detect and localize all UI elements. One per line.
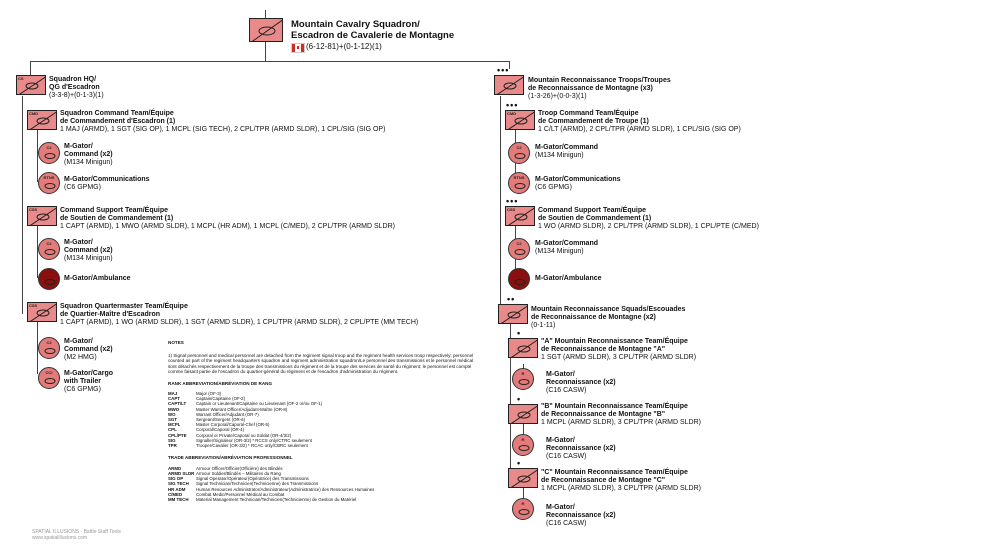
team-c-v-name2: Reconnaissance (x2) [546, 512, 616, 519]
team-b-symbol[interactable] [508, 404, 538, 424]
rank-desc: Master Corporal/Caporal-Chef (OR-5) [196, 422, 270, 428]
team-b-v-sub: (C16 CASW) [546, 453, 587, 460]
sqn-cmd-team-name2: de Commandement d'Escadron (1) [60, 118, 176, 125]
rank-abbr: CAPT/LT [168, 401, 187, 407]
footer-line2: www.spatialillusions.com [32, 535, 88, 541]
left-v2-name1: M-Gator/Communications [64, 176, 150, 183]
team-a-v-name2: Reconnaissance (x2) [546, 379, 616, 386]
left-vehicle-ambulance[interactable] [38, 268, 60, 290]
team-b-dots: • [517, 394, 522, 404]
rank-abbr: SGT [168, 417, 178, 423]
trade-abbr: ARMD SLDR [168, 470, 195, 476]
trade-table [168, 466, 374, 502]
root-title [291, 19, 454, 41]
right-vehicle-comms[interactable]: RTNS [508, 172, 530, 194]
team-c-symbol[interactable] [508, 468, 538, 488]
rank-abbr: MAJ [168, 391, 178, 396]
trade-abbr: MM TECH [168, 496, 189, 502]
trade-abbr: C/MED [168, 491, 183, 497]
qm-team-personnel: 1 CAPT (ARMD), 1 WO (ARMD SLDR), 1 SGT (ARMD SLDR), 1 CPL/TPR (ARMD SLDR), 2 CPL/PTE (MM TECH) [60, 319, 419, 326]
squads-name2: de Reconnaissance de Montagne (x2) [531, 314, 656, 321]
notes-note1: 1) Signal personnel and medical personnel are detached from the regiment signal troop and the regiment health services troop respectively; personnel counted as part of the regiment headquarters squadron and regiment administration squadron/Le personnel des transmissions et le personnel médical sont détachés respectivement de la troupe des transmissions du régiment et de la troupe des services de santé du régiment; le personnel est compté comme faisant partie de l'escadron du quartier-général du régiment et de l'escadron d'administration du régiment. [168, 352, 474, 374]
left-v6-name1: M-Gator/Cargo [64, 370, 113, 377]
team-a-personnel: 1 SGT (ARMD SLDR), 3 CPL/TPR (ARMD SLDR) [541, 354, 697, 361]
team-c-personnel: 1 MCPL (ARMD SLDR), 3 CPL/TPR (ARMD SLDR) [541, 485, 701, 492]
trade-desc: Armour Soldier/Blindés – Militaires du Rang [196, 470, 281, 476]
left-vehicle-command-1[interactable]: C2 [38, 142, 60, 164]
squads-name1: Mountain Reconnaissance Squads/Escouades [531, 306, 686, 313]
troops-echelon-dots: ••• [497, 65, 510, 75]
top-branch [30, 61, 509, 62]
troops-strength: (1-3-26)+(0-0-3)(1) [528, 93, 587, 100]
left-v6-sub: (C6 GPMG) [64, 386, 101, 393]
team-a-v-name1: M-Gator/ [546, 371, 575, 378]
team-a-name1: "A" Mountain Reconnaissance Team/Équipe [541, 338, 688, 345]
team-c-dots: • [517, 458, 522, 468]
rank-desc: Warrant Officer/Adjudant (OR-7) [196, 411, 259, 417]
trade-abbr: ARMD [168, 465, 182, 471]
trade-desc: Human Resources Administrator/Administrateur(Administratrice) des Ressources Humaines [196, 486, 375, 492]
rank-desc: Corporal or Private/Caporal ou Soldat (OR-4/3/2) [196, 432, 292, 438]
team-a-vehicle[interactable]: R [512, 368, 534, 390]
trade-abbr: HR ADM [168, 486, 186, 492]
root-title-fr: Escadron de Cavalerie de Montagne [291, 30, 455, 41]
rank-abbr: MCPL [168, 422, 181, 428]
team-c-name1: "C" Mountain Reconnaissance Team/Équipe [541, 469, 688, 476]
rank-desc: Corporal/Caporal (OR-4) [196, 427, 245, 433]
rank-desc: Sergeant/Sergent (OR-6) [196, 417, 246, 423]
sqn-hq-symbol[interactable]: CS [16, 75, 46, 95]
team-c-name2: de Reconnaissance de Montagne "C" [541, 477, 666, 484]
qm-team-symbol[interactable]: CSS [27, 302, 57, 322]
team-b-name1: "B" Mountain Reconnaissance Team/Équipe [541, 403, 688, 410]
squads-symbol[interactable] [498, 304, 528, 324]
team-b-name2: de Reconnaissance de Montagne "B" [541, 411, 666, 418]
sqn-cmd-team-personnel: 1 MAJ (ARMD), 1 SGT (SIG OP), 1 MCPL (SIG TECH), 2 CPL/TPR (ARMD SLDR), 1 CPL/SIG (SIG OP) [60, 126, 386, 133]
notes-section [168, 340, 478, 502]
root-stem [265, 10, 266, 18]
rank-row [168, 443, 322, 448]
troop-cmd-name2: de Commandement de Troupe (1) [538, 118, 649, 125]
troop-support-team-symbol[interactable]: CSS [505, 206, 535, 226]
rank-abbr: CPL/PTE [168, 432, 187, 438]
root-title-en: Mountain Cavalry Squadron/ [291, 19, 420, 30]
trade-desc: Material Management Technician/Technicien(Technicienne) de Gestion du Matériel [196, 496, 357, 502]
trade-title: TRADE ABBREVIATION/ABRÉVIATION PROFESSIONNEL [168, 455, 293, 461]
cmd-support-name2: de Soutien de Commandement (1) [60, 215, 174, 222]
canada-flag-icon [291, 43, 305, 53]
trade-desc: Combat Medic/Personnel Médical au Combat [196, 491, 285, 497]
left-vehicle-comms[interactable]: RTNS [38, 172, 60, 194]
trade-desc: Signal Technician/Technicien(Technicienne) des Transmissions [196, 481, 319, 487]
cmd-support-personnel: 1 CAPT (ARMD), 1 MWO (ARMD SLDR), 1 MCPL (HR ADM), 1 MCPL (C/MED), 2 CPL/TPR (ARMD SLDR) [60, 223, 395, 230]
troop-support-dots: ••• [506, 196, 519, 206]
right-v4-name1: M-Gator/Ambulance [535, 275, 602, 282]
left-v5-name1: M-Gator/ [64, 338, 93, 345]
left-v5-sub: (M2 HMG) [64, 354, 97, 361]
left-v3-name1: M-Gator/ [64, 239, 93, 246]
rank-desc: Captain or Lieutenant/Capitaine ou Lieutenant (OF-2 or/ou OF-1) [196, 401, 323, 407]
footer-line1: SPATIAL ILLUSIONS - Battle Staff Tools [32, 529, 121, 535]
troop-cmd-name1: Troop Command Team/Équipe [538, 110, 639, 117]
notes-title: NOTES [168, 340, 184, 345]
qm-team-name1: Squadron Quartermaster Team/Équipe [60, 303, 188, 310]
left-v4-name1: M-Gator/Ambulance [64, 275, 131, 282]
troop-support-personnel: 1 WO (ARMD SLDR), 2 CPL/TPR (ARMD SLDR), 1 CPL/PTE (C/MED) [538, 223, 759, 230]
right-v1-name1: M-Gator/Command [535, 144, 598, 151]
right-v2-name1: M-Gator/Communications [535, 176, 621, 183]
rank-desc: Master Warrant Officer/Adjudant-Maître (OR-8) [196, 406, 288, 412]
trade-abbr: SIG OP [168, 476, 184, 482]
rank-abbr: MWO [168, 406, 180, 412]
right-v2-sub: (C6 GPMG) [535, 184, 572, 191]
troop-cmd-personnel: 1 C/LT (ARMD), 2 CPL/TPR (ARMD SLDR), 1 CPL/SIG (SIG OP) [538, 126, 741, 133]
left-vehicle-command-2[interactable]: C2 [38, 238, 60, 260]
sqn-cmd-team-name1: Squadron Command Team/Équipe [60, 110, 174, 117]
team-b-v-name2: Reconnaissance (x2) [546, 445, 616, 452]
sqn-cmd-team-symbol[interactable]: CMD [27, 110, 57, 130]
troop-cmd-team-symbol[interactable]: CMD [505, 110, 535, 130]
rank-abbr: CAPT [168, 396, 180, 402]
left-v5-name2: Command (x2) [64, 346, 113, 353]
troop-cmd-dots: ••• [506, 100, 519, 110]
team-c-vehicle[interactable]: R [512, 498, 534, 520]
trade-abbr: SIG TECH [168, 481, 189, 487]
footer [32, 529, 121, 541]
right-v1-sub: (M134 Minigun) [535, 152, 584, 159]
trade-desc: Armour Officer/Officier(Officière) des Blindés [196, 465, 283, 471]
rank-abbr: CPL [168, 427, 177, 433]
right-spine [500, 96, 501, 314]
right-vehicle-command-2[interactable]: C2 [508, 238, 530, 260]
troop-support-name1: Command Support Team/Équipe [538, 207, 646, 214]
rank-desc: Captain/Capitaine (OF-2) [196, 396, 246, 402]
rank-title: RANK ABBREVIATION/ABRÉVIATION DE RANG [168, 380, 273, 386]
team-b-v-name1: M-Gator/ [546, 437, 575, 444]
sqn-hq-name1: Squadron HQ/ [49, 76, 97, 83]
left-spine [22, 96, 23, 314]
root-strength: (6-12-81)+(0-1-12)(1) [306, 42, 382, 51]
team-a-name2: de Reconnaissance de Montagne "A" [541, 346, 666, 353]
rank-abbr: TPR [168, 443, 177, 449]
left-vehicle-command-3[interactable]: C2 [38, 337, 60, 359]
team-b-personnel: 1 MCPL (ARMD SLDR), 3 CPL/TPR (ARMD SLDR) [541, 419, 701, 426]
team-a-dots: • [517, 328, 522, 338]
trade-desc: Signal Operator/Opérateur(Opératrice) des Transmissions [196, 476, 309, 482]
left-v1-name1: M-Gator/ [64, 143, 93, 150]
rank-abbr: WO [168, 411, 176, 417]
left-v6-name2: with Trailer [64, 378, 101, 385]
team-a-v-sub: (C16 CASW) [546, 387, 587, 394]
rank-desc: Major (OF-3) [196, 391, 222, 396]
root-down [265, 42, 266, 61]
troops-symbol[interactable] [494, 75, 524, 95]
qm-team-name2: de Quartier-Maître d'Escadron [60, 311, 161, 318]
left-v2-sub: (C6 GPMG) [64, 184, 101, 191]
trade-row [168, 487, 374, 492]
cmd-support-team-symbol[interactable]: CSS [27, 206, 57, 226]
root-unit-symbol[interactable] [249, 18, 283, 42]
left-vehicle-cargo[interactable]: CCI [38, 367, 60, 389]
squads-strength: (0-1-11) [531, 322, 556, 329]
left-drop [30, 61, 31, 75]
sqn-hq-strength: (3-3-8)+(0-1-3)(1) [49, 92, 104, 99]
left-v3-sub: (M134 Minigun) [64, 255, 113, 262]
troop-support-name2: de Soutien de Commandement (1) [538, 215, 652, 222]
squads-dots: •• [507, 294, 516, 304]
rank-desc: Signaller/Signaleur (OR-3/2) * RCCS only/CTRC seulement [196, 437, 312, 443]
left-v1-sub: (M134 Minigun) [64, 159, 113, 166]
team-c-v-sub: (C16 CASW) [546, 520, 587, 527]
right-vehicle-ambulance[interactable] [508, 268, 530, 290]
rank-desc: Trooper/Cavalier (OR-3/2) * RCAC only/CBRC seulement [196, 443, 308, 449]
left-v3-name2: Command (x2) [64, 247, 113, 254]
left-v1-name2: Command (x2) [64, 151, 113, 158]
rank-table [168, 391, 322, 448]
rank-abbr: SIG [168, 437, 176, 443]
team-c-v-name1: M-Gator/ [546, 504, 575, 511]
troops-name2: de Reconnaissance de Montagne (x3) [528, 85, 653, 92]
team-a-symbol[interactable] [508, 338, 538, 358]
sqn-hq-name2: QG d'Escadron [49, 84, 100, 91]
right-v3-name1: M-Gator/Command [535, 240, 598, 247]
right-vehicle-command-1[interactable]: C2 [508, 142, 530, 164]
right-v3-sub: (M134 Minigun) [535, 248, 584, 255]
team-b-vehicle[interactable]: R [512, 434, 534, 456]
trade-row [168, 497, 374, 502]
cmd-support-name1: Command Support Team/Équipe [60, 207, 168, 214]
troops-name1: Mountain Reconnaissance Troops/Troupes [528, 77, 671, 84]
